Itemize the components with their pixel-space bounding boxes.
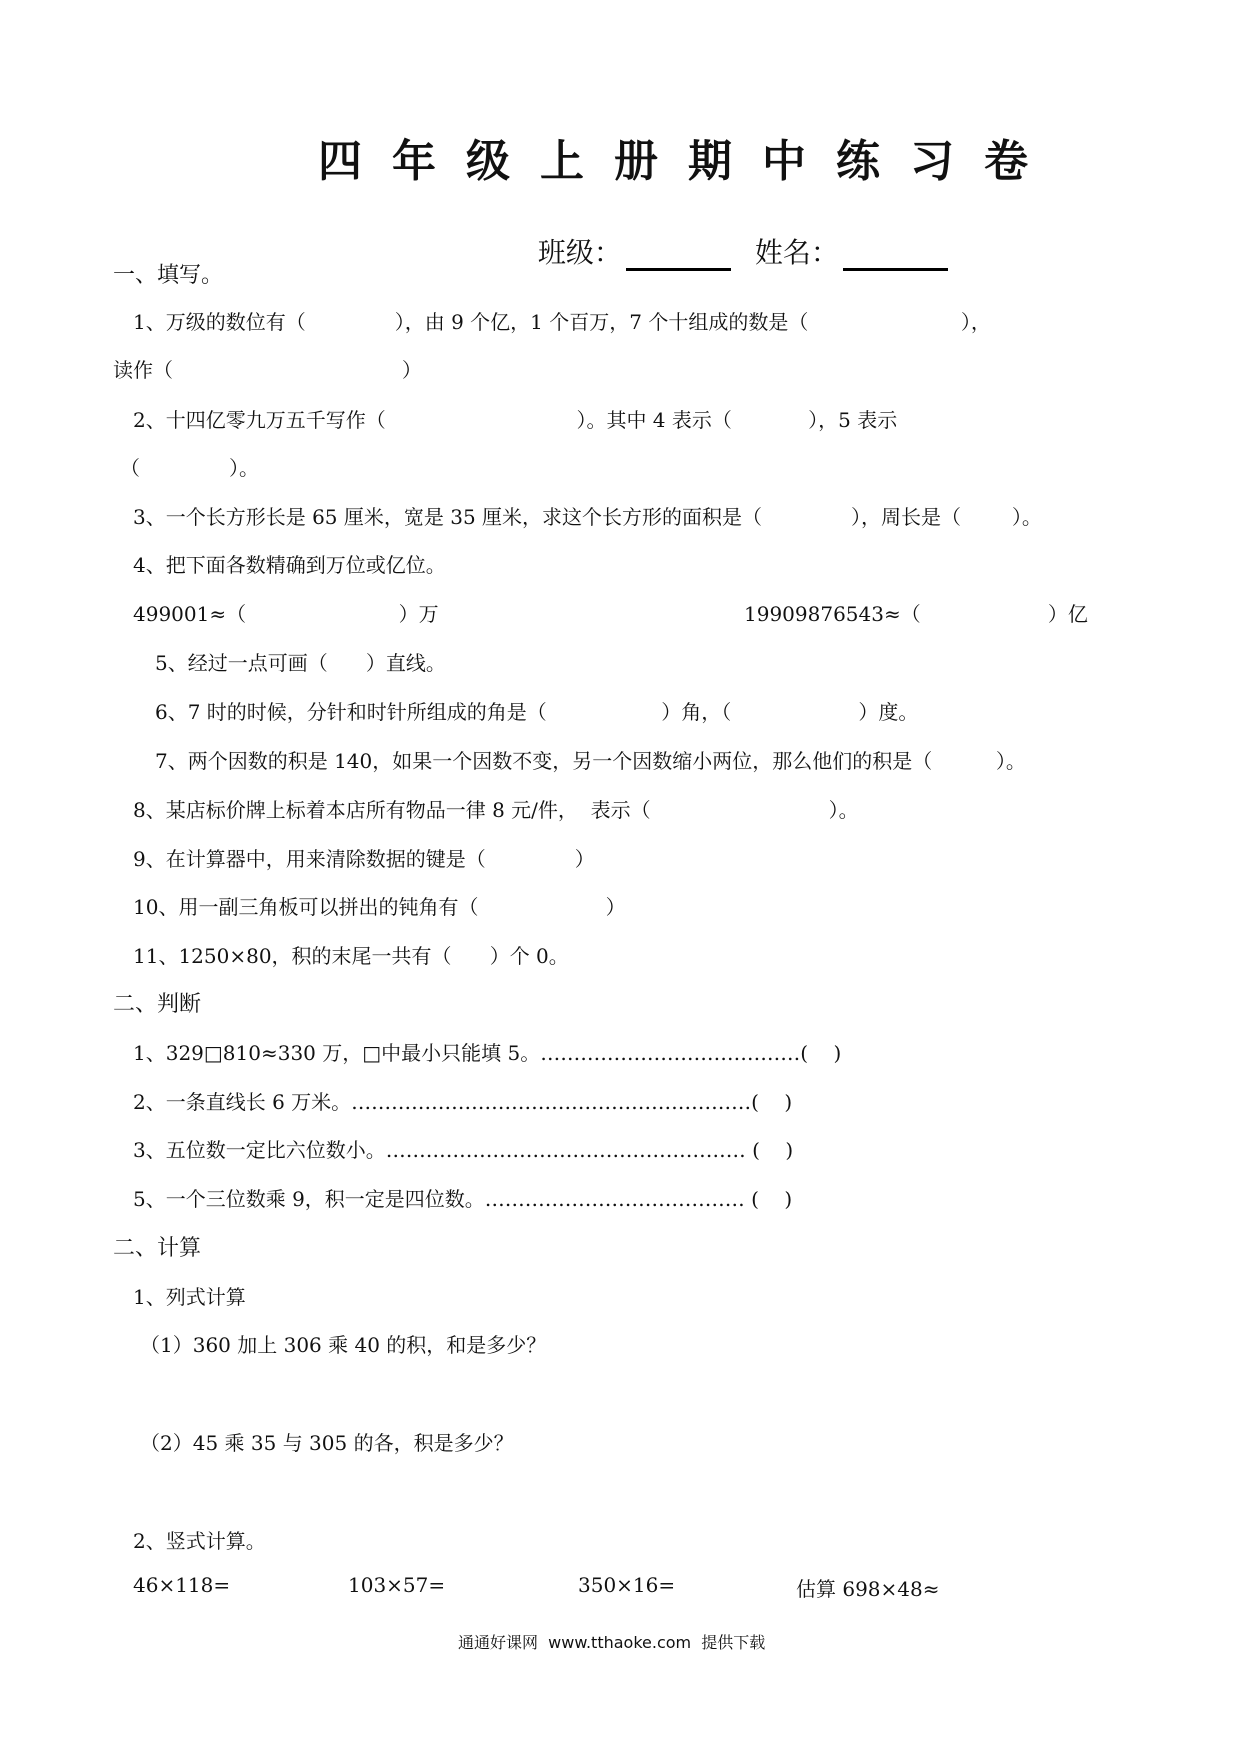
question-4-item-b: 19909876543≈（ ）亿 (744, 602, 1088, 626)
question-4: 4、把下面各数精确到万位或亿位。 (133, 553, 446, 577)
class-field (520, 198, 731, 271)
question-8: 8、某店标价牌上标着本店所有物品一律 8 元/件， 表示（ ）。 (133, 798, 859, 822)
question-5: 5、经过一点可画（ ）直线。 (155, 651, 446, 675)
section-judge-heading: 二、判断 (113, 992, 202, 1017)
section-calc-heading: 二、计算 (113, 1236, 202, 1261)
judge-item-3: 3、五位数一定比六位数小。……………………………………………… ( ) (133, 1138, 794, 1162)
calc-item-1-part-1: （1）360 加上 306 乘 40 的积，和是多少？ (140, 1333, 547, 1357)
expression-4: 估算 698×48≈ (796, 1577, 940, 1601)
class-label: 班级： (537, 236, 622, 269)
question-11: 11、1250×80，积的末尾一共有（ ）个 0。 (133, 944, 569, 968)
expression-2: 103×57= (348, 1573, 446, 1597)
question-1-line-2: 读作（ ） (113, 358, 422, 382)
name-field (737, 198, 948, 271)
question-2-line-1: 2、十四亿零九万五千写作（ ）。其中 4 表示（ ），5 表示 (133, 408, 898, 432)
calc-item-1: 1、列式计算 (133, 1285, 246, 1309)
judge-item-2: 2、一条直线长 6 万米。……………………………………………………( ) (133, 1090, 793, 1114)
question-4-item-a: 499001≈（ ）万 (133, 602, 439, 626)
question-2-line-2: （ ）。 (120, 456, 260, 480)
page-title: 四年级上册期中练习卷 (318, 136, 1058, 187)
calc-item-2: 2、竖式计算。 (133, 1529, 266, 1553)
question-1-line-1: 1、万级的数位有（ ），由 9 个亿，1 个百万，7 个十组成的数是（ ）， (133, 310, 991, 334)
class-blank[interactable] (626, 240, 731, 271)
expression-1: 46×118= (133, 1573, 231, 1597)
question-6: 6、7 时的时候，分针和时针所组成的角是（ ）角，（ ）度。 (155, 700, 919, 724)
judge-item-1: 1、329□810≈330 万，□中最小只能填 5。…………………………………( ) (133, 1041, 842, 1065)
footer-credit: 通通好课网 www.tthaoke.com 提供下载 (458, 1633, 766, 1652)
question-10: 10、用一副三角板可以拼出的钝角有（ ） (133, 895, 626, 919)
name-blank[interactable] (843, 240, 948, 271)
name-label: 姓名： (754, 236, 839, 269)
question-9: 9、在计算器中，用来清除数据的键是（ ） (133, 847, 595, 871)
calc-item-1-part-2: （2）45 乘 35 与 305 的各，积是多少？ (140, 1431, 514, 1455)
section-fill-heading: 一、填写。 (113, 263, 224, 288)
expression-3: 350×16= (578, 1573, 676, 1597)
judge-item-5: 5、一个三位数乘 9，积一定是四位数。………………………………… ( ) (133, 1187, 793, 1211)
question-3: 3、一个长方形长是 65 厘米，宽是 35 厘米，求这个长方形的面积是（ ），周长是（ ）。 (133, 505, 1042, 529)
question-7: 7、两个因数的积是 140，如果一个因数不变，另一个因数缩小两位，那么他们的积是（ ）。 (155, 749, 1026, 773)
